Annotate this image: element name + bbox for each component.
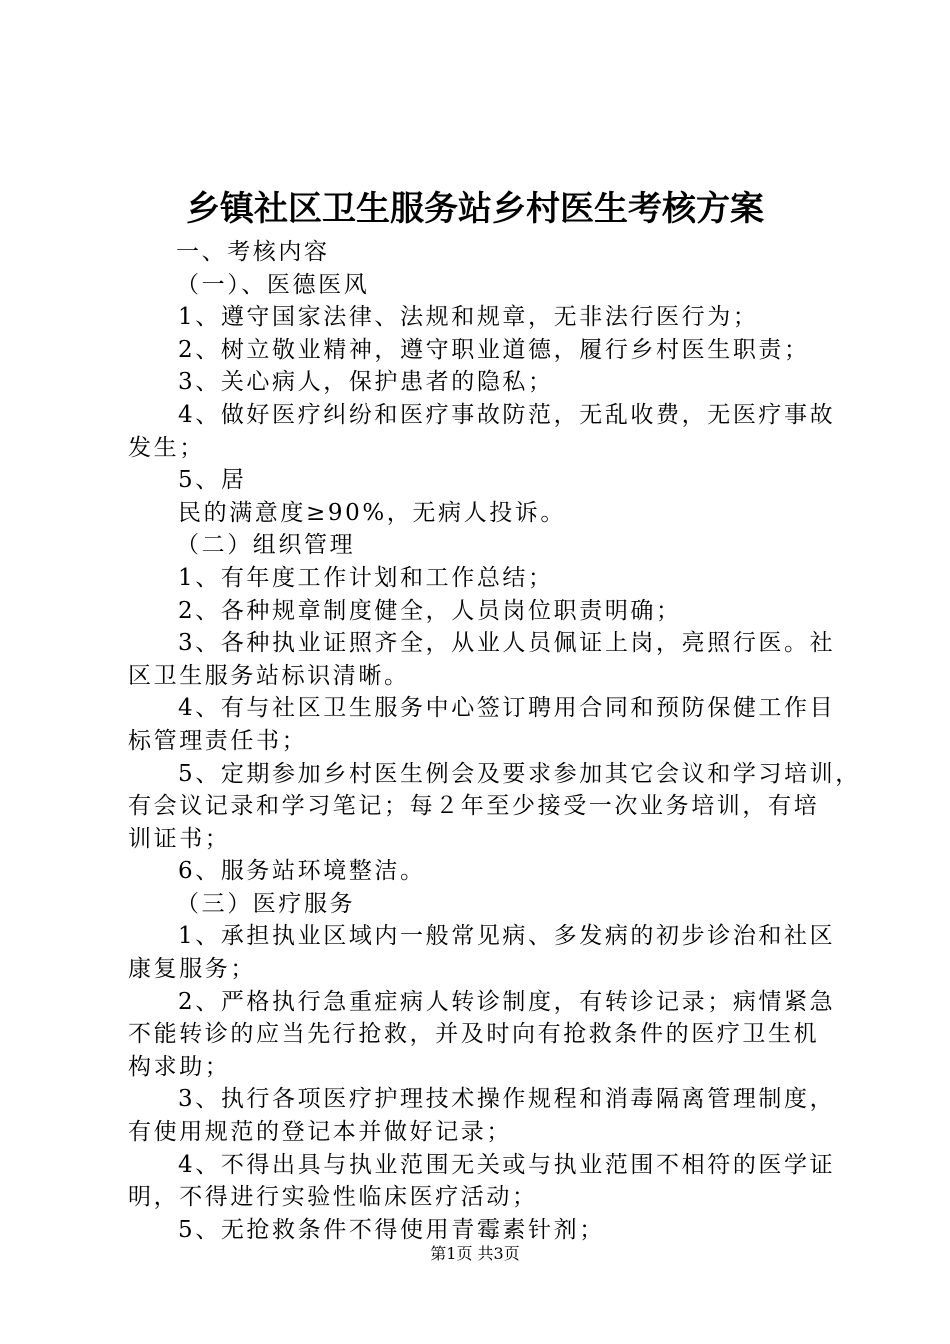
paragraph-line: 3、关心病人，保护患者的隐私； <box>178 369 554 396</box>
paragraph-line: 区卫生服务站标识清晰。 <box>128 662 410 689</box>
subsection-heading: （二）组织管理 <box>176 532 356 559</box>
paragraph-line: 明，不得进行实验性临床医疗活动； <box>128 1184 538 1211</box>
paragraph-line: 5、居 <box>178 467 247 494</box>
paragraph-line: 1、承担执业区域内一般常见病、多发病的初步诊治和社区 <box>178 923 836 950</box>
document-title: 乡镇社区卫生服务站乡村医生考核方案 <box>186 189 764 229</box>
paragraph-line: 有使用规范的登记本并做好记录； <box>128 1119 512 1146</box>
page-footer: 第1页 共3页 <box>430 1244 520 1263</box>
paragraph-line: 2、树立敬业精神，遵守职业道德，履行乡村医生职责； <box>178 336 810 363</box>
paragraph-line: 构求助； <box>128 1053 231 1080</box>
paragraph-line: 4、不得出具与执业范围无关或与执业范围不相符的医学证 <box>178 1151 836 1178</box>
section-heading: 一、考核内容 <box>176 239 330 265</box>
paragraph-line: 标管理责任书； <box>128 727 308 754</box>
paragraph-line: 3、各种执业证照齐全，从业人员佩证上岗，亮照行医。社 <box>178 630 836 657</box>
paragraph-line: 5、定期参加乡村医生例会及要求参加其它会议和学习培训， <box>178 760 861 787</box>
paragraph-line: 3、执行各项医疗护理技术操作规程和消毒隔离管理制度， <box>178 1086 836 1113</box>
paragraph-line: 6、服务站环境整洁。 <box>178 858 426 885</box>
paragraph-line: 不能转诊的应当先行抢救，并及时向有抢救条件的医疗卫生机 <box>128 1021 820 1048</box>
paragraph-line: 2、严格执行急重症病人转诊制度，有转诊记录；病情紧急 <box>178 988 836 1015</box>
paragraph-line: 2、各种规章制度健全，人员岗位职责明确； <box>178 597 682 624</box>
paragraph-line: 1、遵守国家法律、法规和规章，无非法行医行为； <box>178 304 759 331</box>
paragraph-line: 4、做好医疗纠纷和医疗事故防范，无乱收费，无医疗事故 <box>178 401 836 428</box>
paragraph-line: 发生； <box>128 434 205 461</box>
paragraph-line: 康复服务； <box>128 956 256 983</box>
subsection-heading: （三）医疗服务 <box>176 890 356 917</box>
paragraph-line: 有会议记录和学习笔记；每２年至少接受一次业务培训，有培 <box>128 793 820 820</box>
subsection-heading: （一）、医德医风 <box>176 271 370 298</box>
paragraph-line: 训证书； <box>128 825 231 852</box>
paragraph-line: 4、有与社区卫生服务中心签订聘用合同和预防保健工作目 <box>178 695 836 722</box>
paragraph-line: 5、无抢救条件不得使用青霉素针剂； <box>178 1216 605 1243</box>
paragraph-line: 民的满意度≥90%，无病人投诉。 <box>178 499 566 526</box>
document-body <box>128 236 861 1246</box>
paragraph-line: 1、有年度工作计划和工作总结； <box>178 564 554 591</box>
